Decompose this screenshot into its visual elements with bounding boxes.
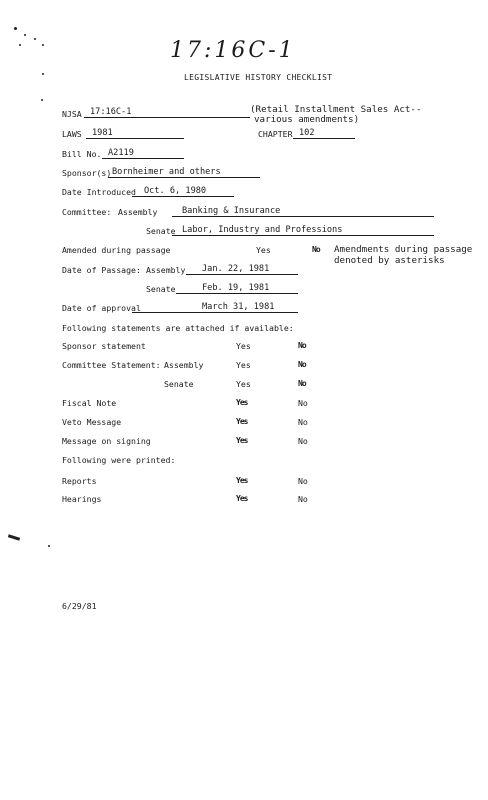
committee-label: Committee:: [62, 207, 112, 217]
approval-value: March 31, 1981: [132, 302, 298, 313]
committee-assembly-label: Assembly: [118, 207, 158, 217]
reports-yes-struck: Yes: [236, 476, 248, 485]
scan-speck: [34, 38, 36, 40]
page-title: LEGISLATIVE HISTORY CHECKLIST: [184, 73, 333, 82]
committee-statement-assembly-label: Assembly: [164, 360, 204, 370]
hearings-yes-struck: Yes: [236, 494, 248, 503]
scan-speck: [41, 99, 43, 101]
bill-value: A2119: [102, 148, 184, 159]
amended-note-line1: Amendments during passage: [334, 244, 473, 255]
njsa-description-line2: various amendments): [254, 114, 360, 125]
committee-statement-senate-yes: Yes: [236, 379, 251, 389]
handwritten-citation: 17:16C-1: [170, 38, 296, 63]
passage-senate-label: Senate: [146, 284, 176, 294]
footer-date: 6/29/81: [62, 601, 97, 611]
amended-no-struck: No: [312, 245, 320, 254]
njsa-value: 17:16C-1: [84, 107, 250, 118]
committee-senate-label: Senate: [146, 226, 176, 236]
veto-message-yes-struck: Yes: [236, 417, 248, 426]
passage-assembly-value: Jan. 22, 1981: [186, 264, 298, 275]
printed-heading: Following were printed:: [62, 455, 176, 465]
committee-assembly-value: Banking & Insurance: [172, 206, 434, 217]
passage-assembly-label: Assembly: [146, 265, 186, 275]
fiscal-note-no: No: [298, 398, 308, 408]
committee-statement-label: Committee Statement:: [62, 360, 161, 370]
hearings-no: No: [298, 494, 308, 504]
hearings-label: Hearings: [62, 494, 102, 504]
sponsor-statement-label: Sponsor statement: [62, 341, 146, 351]
introduced-label: Date Introduced: [62, 187, 136, 197]
signing-message-label: Message on signing: [62, 436, 151, 446]
fiscal-note-yes-struck: Yes: [236, 398, 248, 407]
chapter-value: 102: [293, 128, 355, 139]
scan-speck: [42, 73, 44, 75]
amended-yes: Yes: [256, 245, 271, 255]
amended-label: Amended during passage: [62, 245, 171, 255]
introduced-value: Oct. 6, 1980: [132, 186, 234, 197]
scan-speck: [14, 27, 17, 30]
scan-mark: [8, 534, 20, 541]
scan-speck: [24, 34, 26, 36]
fiscal-note-label: Fiscal Note: [62, 398, 117, 408]
approval-label: Date of approval: [62, 303, 141, 313]
signing-message-no: No: [298, 436, 308, 446]
passage-label: Date of Passage:: [62, 265, 141, 275]
statements-heading: Following statements are attached if available:: [62, 323, 294, 333]
reports-label: Reports: [62, 476, 97, 486]
sponsor-label: Sponsor(s): [62, 168, 112, 178]
scan-speck: [42, 44, 44, 46]
scan-speck: [48, 545, 50, 547]
reports-no: No: [298, 476, 308, 486]
laws-value: 1981: [86, 128, 184, 139]
amended-note-line2: denoted by asterisks: [334, 255, 445, 266]
bill-label: Bill No.: [62, 149, 102, 159]
njsa-description-line1: (Retail Installment Sales Act--: [250, 104, 422, 115]
veto-message-label: Veto Message: [62, 417, 122, 427]
veto-message-no: No: [298, 417, 308, 427]
sponsor-statement-yes: Yes: [236, 341, 251, 351]
committee-statement-assembly-no-struck: No: [298, 360, 306, 369]
committee-statement-senate-no-struck: No: [298, 379, 306, 388]
passage-senate-value: Feb. 19, 1981: [176, 283, 298, 294]
chapter-label: CHAPTER: [258, 129, 293, 139]
sponsor-value: Bornheimer and others: [108, 167, 260, 178]
committee-statement-assembly-yes: Yes: [236, 360, 251, 370]
committee-statement-senate-label: Senate: [164, 379, 194, 389]
scan-speck: [19, 44, 21, 46]
sponsor-statement-no-struck: No: [298, 341, 306, 350]
njsa-label: NJSA: [62, 109, 82, 119]
signing-message-yes-struck: Yes: [236, 436, 248, 445]
laws-label: LAWS: [62, 129, 82, 139]
committee-senate-value: Labor, Industry and Professions: [172, 225, 434, 236]
